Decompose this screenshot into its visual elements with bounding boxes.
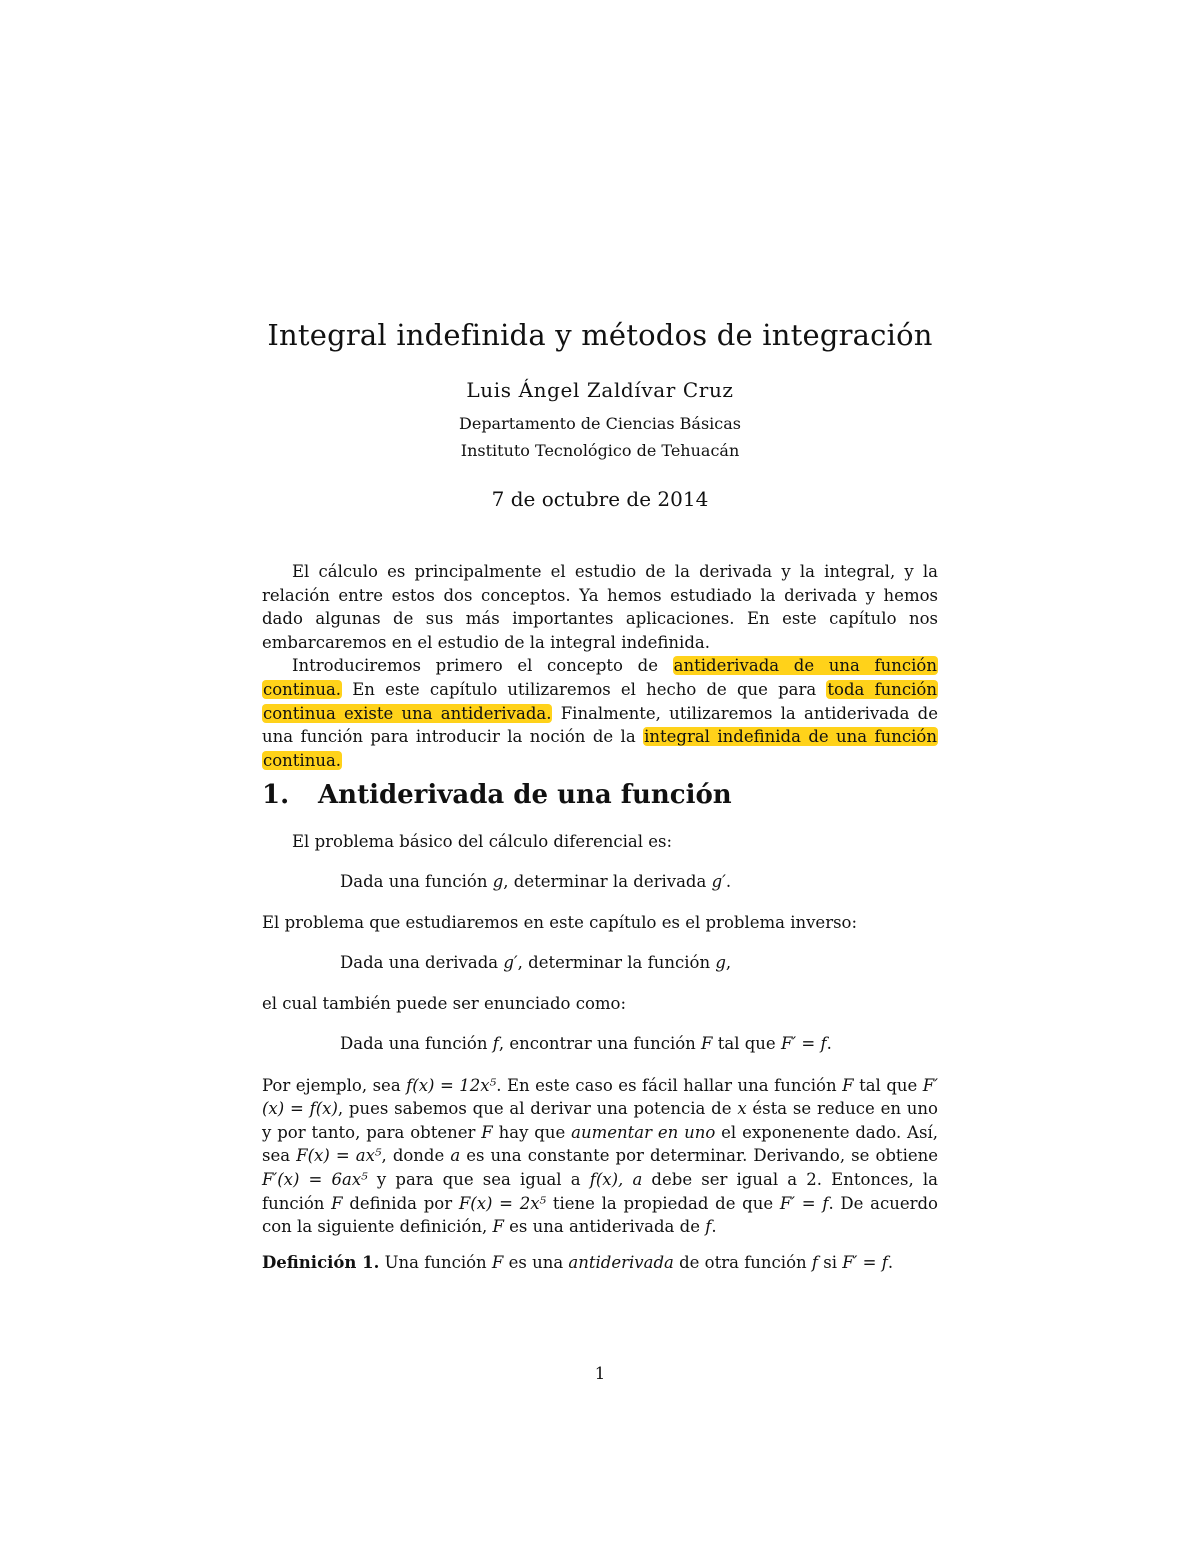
section-title: Antiderivada de una función [318, 780, 732, 810]
text-run: es una [503, 1252, 569, 1272]
body-intro: El problema básico del cálculo diferencial es: [292, 832, 673, 851]
math-gprime: g′ [503, 952, 518, 972]
text-run: . [826, 1033, 832, 1053]
text-run: tal que [853, 1075, 923, 1095]
math-F: F [331, 1193, 343, 1213]
definition-1 [262, 1251, 938, 1275]
text-run: hay que [492, 1122, 572, 1142]
text-run: , pues sabemos que al derivar una potencia de [337, 1099, 738, 1119]
text-run: Dada una función [340, 871, 493, 891]
intro-paragraph-1: El cálculo es principalmente el estudio de la derivada y la integral, y la relación entre estos dos conceptos. Ya hemos estudiado la derivada y hemos dado algunas de sus más importantes aplicaciones. En este capítulo nos embarcaremos en el estudio de la integral indefinida. [262, 562, 938, 652]
intro-paragraph-2 [262, 654, 938, 772]
text-run: . En este caso es fácil hallar una función [496, 1075, 843, 1095]
math-Fprime-eq-f: F′ = f [779, 1193, 829, 1213]
document-date: 7 de octubre de 2014 [491, 487, 709, 511]
text-run: debe ser igual a 2. Entonces, la función [262, 1169, 938, 1213]
text-run: Dada una función [340, 1033, 493, 1053]
definition-label: Definición 1. [262, 1252, 380, 1272]
math-F: F [701, 1033, 713, 1053]
text-run: , determinar la derivada [503, 871, 712, 891]
math-x: x [737, 1099, 747, 1119]
text-run: , determinar la función [517, 952, 716, 972]
highlight-existence: toda función continua existe una antiderivada. [263, 679, 937, 723]
text-run: . [725, 871, 732, 891]
text-run: . [887, 1252, 894, 1272]
department: Departamento de Ciencias Básicas [459, 414, 741, 433]
math-F: F [492, 1217, 504, 1237]
math-Fpx-eq-6ax5: F′(x) = 6ax⁵ [262, 1169, 368, 1189]
document-title: Integral indefinida y métodos de integración [267, 318, 933, 352]
text-run: En este capítulo utilizaremos el hecho de que para [342, 679, 827, 699]
text-run: . De acuerdo con la siguiente definición, [262, 1193, 938, 1237]
text-run: . [711, 1217, 717, 1237]
display-statement-1 [262, 870, 938, 894]
math-f: f [705, 1217, 712, 1237]
text-run: definida por [342, 1193, 459, 1213]
text-run: es una constante por determinar. Derivando, se obtiene [460, 1146, 939, 1166]
body-restated: el cual también puede ser enunciado como: [262, 994, 627, 1014]
display-statement-3 [262, 1032, 938, 1056]
text-run: Dada una derivada [340, 952, 504, 972]
math-a: a [632, 1169, 643, 1189]
highlight-indefinite-integral: integral indefinida de una función continua. [263, 727, 937, 770]
emphasis-aumentar: aumentar en uno [571, 1122, 716, 1142]
example-paragraph [262, 1074, 938, 1239]
text-run: , [725, 952, 732, 972]
math-f: f [811, 1252, 818, 1272]
title-block [0, 318, 1200, 511]
display-statement-2 [262, 951, 938, 975]
math-a: a [450, 1146, 461, 1166]
section-number: 1. [262, 780, 290, 810]
text-run: Una función [379, 1252, 492, 1272]
math-F: F [491, 1252, 504, 1272]
text-run: Por ejemplo, sea [262, 1075, 407, 1095]
text-run: si [818, 1252, 843, 1272]
text-run: Finalmente, utilizaremos la antiderivada de una función para introducir la noción de la [262, 703, 938, 747]
emphasis-antiderivada: antiderivada [568, 1252, 674, 1272]
math-Fx-eq-2x5: F(x) = 2x⁵ [458, 1193, 547, 1213]
text-run: tiene la propiedad de que [546, 1193, 780, 1213]
institution: Instituto Tecnológico de Tehuacán [460, 441, 740, 460]
math-Fpx-eq-fx: F′(x) = f(x) [262, 1075, 938, 1119]
text-run: , donde [381, 1146, 451, 1166]
math-g: g [492, 871, 504, 891]
text-run: tal que [712, 1033, 781, 1053]
math-Fx-eq-ax5: F(x) = ax⁵ [296, 1146, 382, 1166]
math-F: F [842, 1075, 854, 1095]
text-run: el exponenente dado. Así, sea [262, 1122, 938, 1166]
text-run: Introduciremos primero el concepto de [292, 656, 673, 676]
page-number: 1 [594, 1364, 606, 1383]
text-run: es una antiderivada de [503, 1217, 706, 1237]
section-heading [262, 780, 732, 810]
text-run: y para que sea igual a [367, 1169, 590, 1189]
text-run: de otra función [673, 1252, 812, 1272]
math-fx-eq-12x5: f(x) = 12x⁵ [406, 1075, 497, 1095]
math-gprime: g′ [711, 871, 726, 891]
math-F: F [481, 1122, 493, 1142]
math-Fprime-eq-f: F′ = f [780, 1033, 827, 1053]
affiliation [0, 410, 1200, 464]
body-inverse: El problema que estudiaremos en este capítulo es el problema inverso: [262, 913, 858, 933]
math-Fprime-eq-f: F′ = f [842, 1252, 888, 1272]
text-run: , encontrar una función [498, 1033, 702, 1053]
math-f: f [492, 1033, 499, 1053]
highlight-antiderivative: antiderivada de una función continua. [263, 656, 937, 699]
section-body [262, 830, 938, 1274]
text-run: ésta se reduce en uno y por tanto, para obtener [262, 1099, 938, 1142]
math-fx: f(x), [589, 1169, 633, 1189]
introduction [262, 560, 938, 772]
math-g: g [715, 952, 726, 972]
author-name: Luis Ángel Zaldívar Cruz [466, 378, 734, 402]
